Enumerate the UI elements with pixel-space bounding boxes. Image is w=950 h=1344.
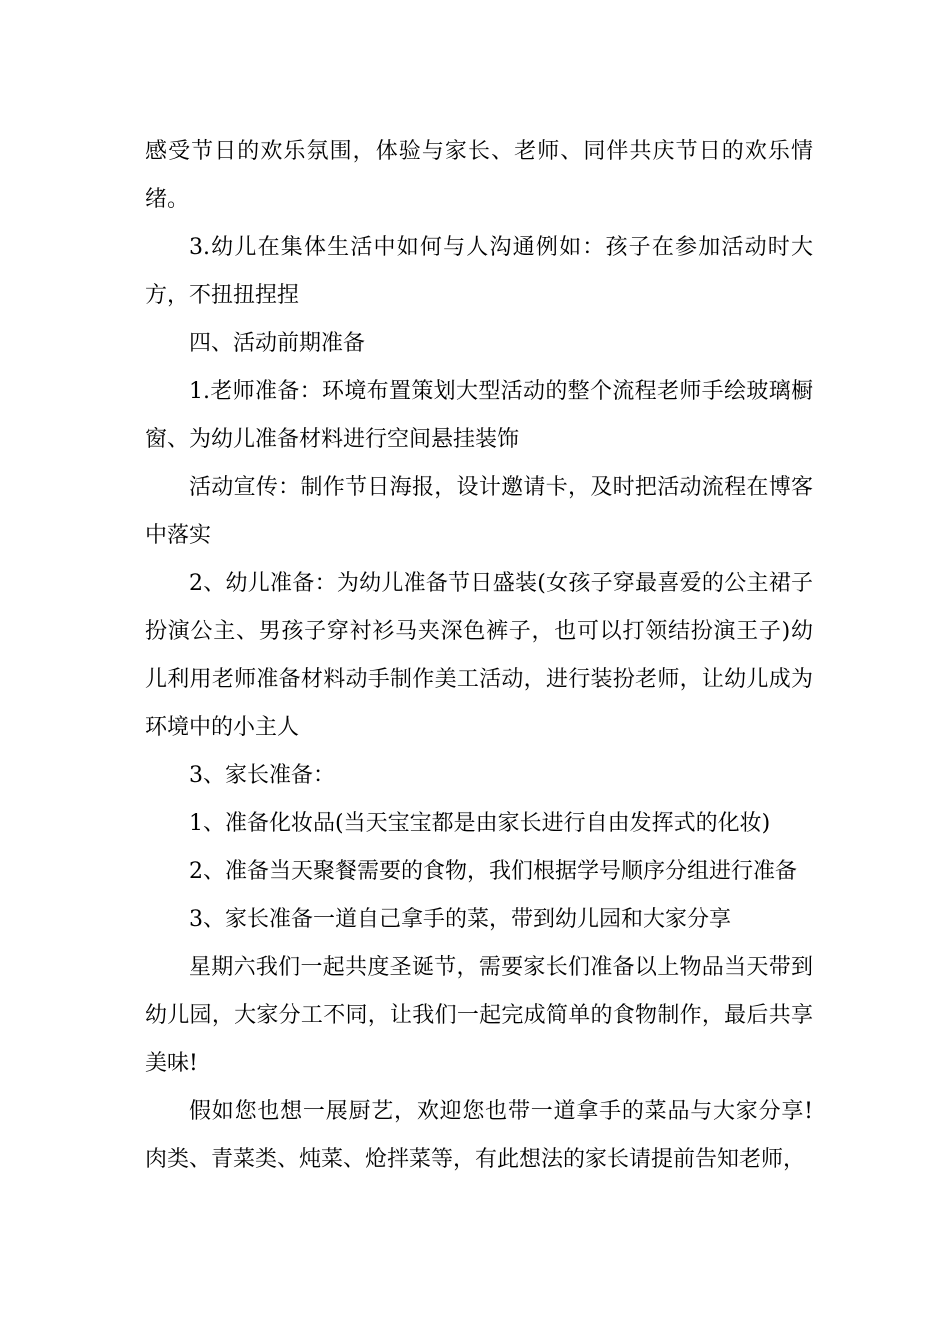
paragraph-invitation: 假如您也想一展厨艺，欢迎您也带一道拿手的菜品与大家分享!肉类、青菜类、炖菜、炝拌菜等，有此想法的家长请提前告知老师， xyxy=(145,1099,813,1172)
paragraph-child-prep: 2、幼儿准备：为幼儿准备节日盛装(女孩子穿最喜爱的公主裙子扮演公主、男孩子穿衬衫马夹深色裤子，也可以打领结扮演王子)幼儿利用老师准备材料动手制作美工活动，进行装扮老师，让幼儿成为环境中的小主人 xyxy=(145,571,813,740)
paragraph-saturday: 星期六我们一起共度圣诞节，需要家长们准备以上物品当天带到幼儿园，大家分工不同，让我们一起完成简单的食物制作，最后共享美味! xyxy=(145,955,813,1076)
list-item-dish: 3、家长准备一道自己拿手的菜，带到幼儿园和大家分享 xyxy=(189,907,731,932)
paragraph-teacher-prep: 1.老师准备：环境布置策划大型活动的整个流程老师手绘玻璃橱窗、为幼儿准备材料进行空间悬挂装饰 xyxy=(145,379,813,452)
paragraph-2: 3.幼儿在集体生活中如何与人沟通例如：孩子在参加活动时大方，不扭扭捏捏 xyxy=(145,235,813,308)
list-item-cosmetics: 1、准备化妆品(当天宝宝都是由家长进行自由发挥式的化妆) xyxy=(189,811,771,836)
document-body xyxy=(145,128,813,1184)
paragraph-parent-prep: 3、家长准备： xyxy=(189,763,335,788)
section-heading: 四、活动前期准备 xyxy=(189,331,366,356)
list-item-food: 2、准备当天聚餐需要的食物，我们根据学号顺序分组进行准备 xyxy=(189,859,797,884)
paragraph-1: 感受节日的欢乐氛围，体验与家长、老师、同伴共庆节日的欢乐情绪。 xyxy=(145,139,813,212)
paragraph-promotion: 活动宣传：制作节日海报，设计邀请卡，及时把活动流程在博客中落实 xyxy=(145,475,813,548)
